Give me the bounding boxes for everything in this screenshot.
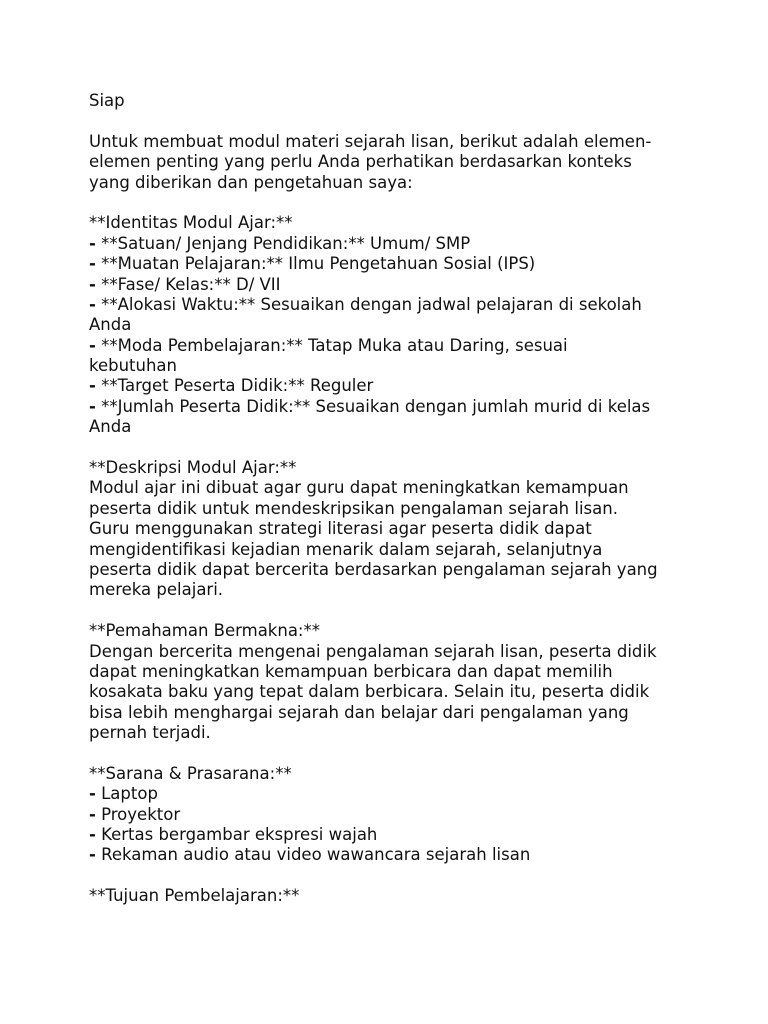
list-item-continuation: kebutuhan — [89, 356, 178, 376]
intro-line: elemen penting yang perlu Anda perhatikan berdasarkan konteks — [89, 152, 632, 172]
list-dash: - — [89, 804, 96, 824]
list-dash: - — [89, 294, 96, 314]
section-heading: **Deskripsi Modul Ajar:** — [89, 458, 297, 478]
paragraph-line: bisa lebih menghargai sejarah dan belajar dari pengalaman yang — [89, 702, 629, 722]
list-item-text: Rekaman audio atau video wawancara sejarah lisan — [95, 845, 531, 865]
list-item-text: **Fase/ Kelas:** D/ VII — [95, 274, 281, 294]
paragraph-line: mereka pelajari. — [89, 580, 224, 600]
section-heading: **Tujuan Pembelajaran:** — [89, 886, 300, 906]
section-heading: **Identitas Modul Ajar:** — [89, 213, 293, 233]
document-page — [89, 91, 689, 907]
list-item — [89, 254, 689, 274]
intro-line: Untuk membuat modul materi sejarah lisan, berikut adalah elemen- — [89, 131, 652, 151]
blank-line — [89, 601, 689, 621]
list-item-text: Kertas bergambar ekspresi wajah — [95, 825, 378, 845]
list-item — [89, 376, 689, 396]
list-item-text: **Target Peserta Didik:** Reguler — [95, 376, 374, 396]
paragraph-line: peserta didik dapat bercerita berdasarkan pengalaman sejarah yang — [89, 559, 658, 579]
sarana-section — [89, 764, 689, 866]
list-dash: - — [89, 274, 96, 294]
list-dash: - — [89, 376, 96, 396]
paragraph-line: pernah terjadi. — [89, 723, 211, 743]
list-dash: - — [89, 396, 96, 416]
list-item-text: Proyektor — [95, 804, 181, 824]
intro-paragraph — [89, 132, 689, 193]
list-dash: - — [89, 784, 96, 804]
paragraph-line: Modul ajar ini dibuat agar guru dapat meningkatkan kemampuan — [89, 478, 629, 498]
blank-line — [89, 438, 689, 458]
tujuan-section — [89, 886, 689, 906]
list-item — [89, 234, 689, 254]
deskripsi-section — [89, 458, 689, 601]
blank-line — [89, 866, 689, 886]
paragraph-line: Guru menggunakan strategi literasi agar peserta didik dapat — [89, 519, 592, 539]
list-dash: - — [89, 335, 96, 355]
list-dash: - — [89, 845, 96, 865]
list-item — [89, 805, 689, 825]
list-item-continuation: Anda — [89, 315, 132, 335]
list-item-text: **Muatan Pelajaran:** Ilmu Pengetahuan Sosial (IPS) — [95, 254, 536, 274]
paragraph-line: kosakata baku yang tepat dalam berbicara. Selain itu, peserta didik — [89, 682, 650, 702]
list-item-text: **Satuan/ Jenjang Pendidikan:** Umum/ SMP — [95, 233, 471, 253]
paragraph-line: dapat meningkatkan kemampuan berbicara dan dapat memilih — [89, 661, 613, 681]
list-item — [89, 275, 689, 295]
paragraph-line: peserta didik untuk mendeskripsikan pengalaman sejarah lisan. — [89, 498, 618, 518]
list-item — [89, 295, 689, 315]
list-item-continuation: Anda — [89, 417, 132, 437]
greeting-text: Siap — [89, 91, 125, 110]
blank-line — [89, 111, 689, 131]
paragraph-line: mengidentifikasi kejadian menarik dalam sejarah, selanjutnya — [89, 539, 603, 559]
list-item — [89, 825, 689, 845]
pemahaman-section — [89, 621, 689, 743]
list-item-text: **Jumlah Peserta Didik:** Sesuaikan dengan jumlah murid di kelas — [95, 396, 651, 416]
blank-line — [89, 744, 689, 764]
list-item — [89, 336, 689, 356]
list-dash: - — [89, 233, 96, 253]
blank-line — [89, 193, 689, 213]
paragraph-line: Dengan bercerita mengenai pengalaman sejarah lisan, peserta didik — [89, 641, 657, 661]
list-dash: - — [89, 254, 96, 274]
identitas-section — [89, 213, 689, 437]
section-heading: **Pemahaman Bermakna:** — [89, 621, 320, 641]
intro-line: yang diberikan dan pengetahuan saya: — [89, 172, 413, 192]
list-item-text: **Alokasi Waktu:** Sesuaikan dengan jadwal pelajaran di sekolah — [95, 294, 642, 314]
list-item — [89, 397, 689, 417]
list-item-text: **Moda Pembelajaran:** Tatap Muka atau Daring, sesuai — [95, 335, 568, 355]
section-heading: **Sarana & Prasarana:** — [89, 763, 292, 783]
list-item — [89, 784, 689, 804]
list-item-text: Laptop — [95, 784, 158, 804]
list-item — [89, 845, 689, 865]
list-dash: - — [89, 825, 96, 845]
